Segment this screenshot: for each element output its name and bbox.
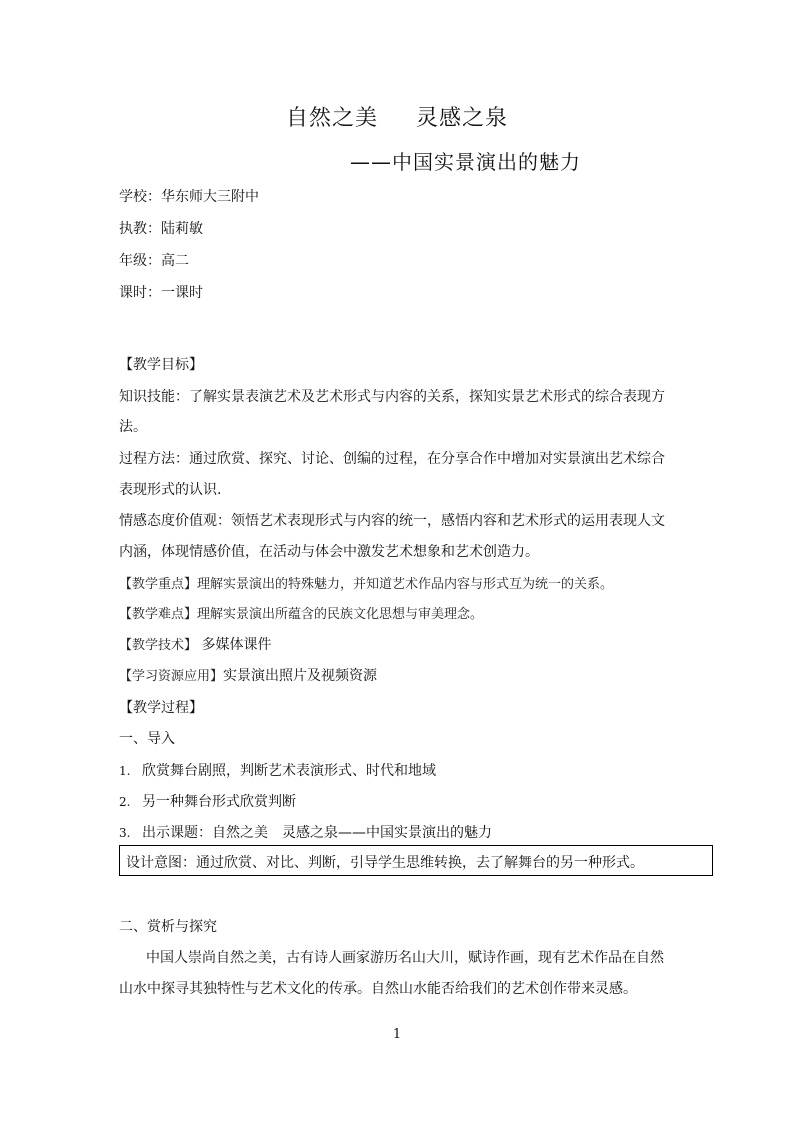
- resources-label: 【学习资源应用】: [119, 669, 224, 684]
- teaching-difficulty: [119, 603, 483, 622]
- grade-info: 年级：高二: [119, 253, 189, 269]
- teaching-focus: [119, 573, 613, 592]
- focus-label: 【教学重点】: [119, 577, 198, 592]
- hours-info: 课时：一课时: [119, 285, 203, 301]
- process-goal-line-1: 过程方法：通过欣赏、探究、讨论、创编的过程，在分享合作中增加对实景演出艺术综合: [119, 451, 665, 467]
- paragraph-line-2: 山水中探寻其独特性与艺术文化的传承。自然山水能否给我们的艺术创作带来灵感。: [119, 981, 637, 997]
- focus-text: 理解实景演出的特殊魅力，并知道艺术作品内容与形式互为统一的关系。: [197, 577, 614, 592]
- tech-label: 【教学技术】: [119, 638, 198, 653]
- list-item: [119, 760, 436, 780]
- emotion-goal-line-1: 情感态度价值观：领悟艺术表现形式与内容的统一，感悟内容和艺术形式的运用表现人文: [119, 513, 665, 529]
- knowledge-goal-line-1: 知识技能：了解实景表演艺术及艺术形式与内容的关系，探知实景艺术形式的综合表现方: [119, 389, 665, 405]
- goals-heading: 【教学目标】: [119, 357, 203, 373]
- learning-resources: [119, 665, 377, 685]
- school-info: 学校：华东师大三附中: [119, 189, 259, 205]
- list-text: 另一种舞台形式欣赏判断: [142, 794, 296, 810]
- design-intent-text: 设计意图：通过欣赏、对比、判断，引导学生思维转换，去了解舞台的另一种形式。: [126, 855, 644, 871]
- list-number: 3.: [119, 826, 131, 840]
- list-item: [119, 791, 296, 811]
- design-intent-box: [119, 845, 713, 876]
- list-number: 2.: [119, 795, 131, 809]
- list-text: 出示课题：自然之美 灵感之泉——中国实景演出的魅力: [142, 825, 492, 841]
- difficulty-text: 理解实景演出所蕴含的民族文化思想与审美理念。: [197, 607, 484, 622]
- teacher-info: 执教：陆莉敏: [119, 221, 203, 237]
- section-intro-heading: 一、导入: [119, 731, 175, 747]
- resources-text: 实景演出照片及视频资源: [223, 668, 378, 684]
- tech-text: 多媒体课件: [201, 637, 272, 653]
- process-goal-line-2: 表现形式的认识.: [119, 482, 222, 498]
- process-heading: 【教学过程】: [119, 700, 203, 716]
- teaching-tech: [119, 634, 271, 654]
- section-analysis-heading: 二、赏析与探究: [119, 919, 217, 935]
- list-item: [119, 822, 492, 842]
- emotion-goal-line-2: 内涵，体现情感价值，在活动与体会中激发艺术想象和艺术创造力。: [119, 544, 539, 560]
- difficulty-label: 【教学难点】: [119, 607, 198, 622]
- paragraph-line-1: 中国人崇尚自然之美，古有诗人画家游历名山大川，赋诗作画，现有艺术作品在自然: [146, 950, 664, 966]
- title-part-2: 灵感之泉: [416, 106, 509, 131]
- page-number: 1: [392, 1027, 402, 1042]
- page-title: [0, 101, 794, 132]
- list-text: 欣赏舞台剧照，判断艺术表演形式、时代和地域: [142, 763, 436, 779]
- page-subtitle: ——中国实景演出的魅力: [350, 150, 581, 174]
- knowledge-goal-line-2: 法。: [119, 419, 147, 435]
- list-number: 1.: [119, 764, 131, 778]
- title-part-1: 自然之美: [285, 106, 378, 131]
